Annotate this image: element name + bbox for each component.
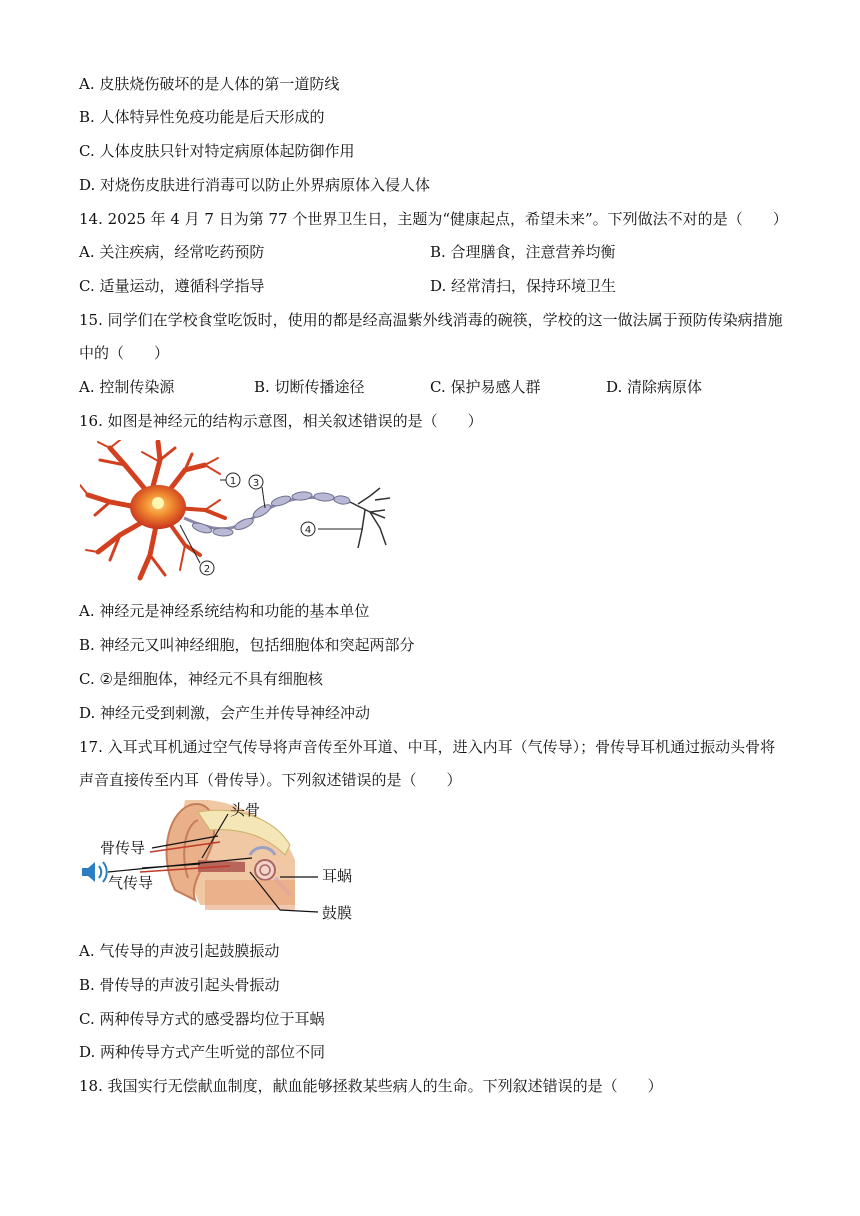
q17-option-b: B. 骨传导的声波引起头骨振动 bbox=[79, 976, 280, 994]
q16-option-c: C. ②是细胞体，神经元不具有细胞核 bbox=[79, 670, 323, 688]
q13-option-a: A. 皮肤烧伤破坏的是人体的第一道防线 bbox=[79, 75, 340, 93]
label-eardrum: 鼓膜 bbox=[322, 905, 353, 922]
q14-option-a: A. 关注疾病，经常吃药预防 bbox=[79, 243, 265, 261]
nucleus bbox=[152, 497, 164, 509]
q13-option-b: B. 人体特异性免疫功能是后天形成的 bbox=[79, 108, 325, 126]
q15-stem-line1: 15. 同学们在学校食堂吃饭时，使用的都是经高温紫外线消毒的碗筷，学校的这一做法属于预防传染病措施 bbox=[79, 311, 783, 329]
label-air-conduction: 气传导 bbox=[108, 875, 154, 892]
q15-stem-line2: 中的（ ） bbox=[79, 344, 170, 362]
q14-stem: 14. 2025 年 4 月 7 日为第 77 个世界卫生日，主题为“健康起点，希望未来”。下列做法不对的是（ ） bbox=[79, 210, 788, 228]
q16-option-d: D. 神经元受到刺激，会产生并传导神经冲动 bbox=[79, 704, 371, 722]
q15-option-d: D. 清除病原体 bbox=[606, 378, 703, 396]
q16-option-a: A. 神经元是神经系统结构和功能的基本单位 bbox=[79, 602, 370, 620]
svg-text:4: 4 bbox=[304, 525, 312, 536]
svg-text:1: 1 bbox=[229, 476, 237, 487]
q13-option-c: C. 人体皮肤只针对特定病原体起防御作用 bbox=[79, 142, 355, 160]
svg-text:2: 2 bbox=[203, 564, 211, 575]
ear-figure bbox=[80, 800, 370, 930]
q18-stem: 18. 我国实行无偿献血制度，献血能够拯救某些病人的生命。下列叙述错误的是（ ） bbox=[79, 1077, 663, 1095]
q14-option-b: B. 合理膳食，注意营养均衡 bbox=[430, 243, 616, 261]
q15-option-b: B. 切断传播途径 bbox=[254, 378, 365, 396]
svg-text:3: 3 bbox=[252, 478, 260, 489]
q16-stem: 16. 如图是神经元的结构示意图，相关叙述错误的是（ ） bbox=[79, 412, 483, 430]
q14-option-c: C. 适量运动，遵循科学指导 bbox=[79, 277, 265, 295]
label-4 bbox=[301, 522, 315, 536]
q13-option-d: D. 对烧伤皮肤进行消毒可以防止外界病原体入侵人体 bbox=[79, 176, 431, 194]
label-skull: 头骨 bbox=[230, 802, 261, 819]
label-cochlea: 耳蜗 bbox=[322, 868, 353, 885]
q15-option-a: A. 控制传染源 bbox=[79, 378, 175, 396]
q17-option-d: D. 两种传导方式产生听觉的部位不同 bbox=[79, 1043, 326, 1061]
q14-option-d: D. 经常清扫，保持环境卫生 bbox=[430, 277, 617, 295]
q17-stem-line1: 17. 入耳式耳机通过空气传导将声音传至外耳道、中耳，进入内耳（气传导）；骨传导耳机通过振动头骨将 bbox=[79, 738, 776, 756]
q15-option-c: C. 保护易感人群 bbox=[430, 378, 541, 396]
speaker-icon bbox=[82, 862, 107, 882]
q17-option-a: A. 气传导的声波引起鼓膜振动 bbox=[79, 942, 280, 960]
label-1 bbox=[226, 473, 240, 487]
q17-option-c: C. 两种传导方式的感受器均位于耳蜗 bbox=[79, 1010, 325, 1028]
axon-terminals bbox=[350, 488, 390, 548]
q16-option-b: B. 神经元又叫神经细胞，包括细胞体和突起两部分 bbox=[79, 636, 415, 654]
label-3 bbox=[249, 475, 263, 489]
neuron-figure bbox=[80, 440, 400, 585]
cochlea-shape bbox=[255, 860, 275, 880]
label-bone-conduction: 骨传导 bbox=[100, 840, 146, 857]
q17-stem-line2: 声音直接传至内耳（骨传导）。下列叙述错误的是（ ） bbox=[79, 771, 462, 789]
label-2 bbox=[200, 561, 214, 575]
